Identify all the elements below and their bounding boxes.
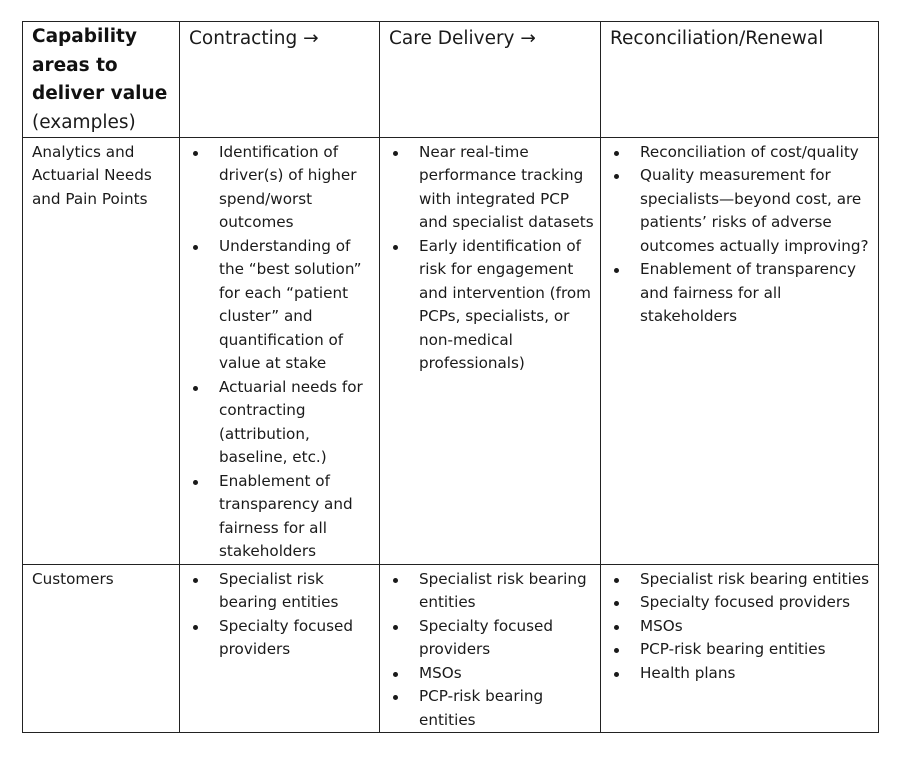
column-header-label: Contracting → [189, 28, 319, 49]
cell-care-delivery [380, 137, 601, 564]
list-item: Specialty focused providers [188, 615, 373, 662]
cell-reconciliation [601, 564, 879, 733]
list-item: Health plans [609, 662, 872, 686]
list-item: Early identification of risk for engagement and intervention (from PCPs, specialists, or non-medical professionals) [388, 235, 594, 376]
list-item: MSOs [388, 662, 594, 686]
list-item: Identification of driver(s) of higher spend/worst outcomes [188, 141, 373, 235]
list-item: Near real-time performance tracking with integrated PCP and specialist datasets [388, 141, 594, 235]
list-item: Enablement of transparency and fairness for all stakeholders [188, 470, 373, 564]
cell-care-delivery [380, 564, 601, 733]
table-header-row [23, 22, 879, 138]
table-row [23, 564, 879, 733]
list-item: PCP-risk bearing entities [609, 638, 872, 662]
list-item: Quality measurement for specialists—beyond cost, are patients’ risks of adverse outcomes actually improving? [609, 164, 872, 258]
list-item: PCP-risk bearing entities [388, 685, 594, 732]
column-header-label: Reconciliation/Renewal [610, 28, 824, 49]
bullet-list [609, 568, 872, 686]
list-item: Specialist risk bearing entities [609, 568, 872, 592]
column-header-reconciliation [601, 22, 879, 138]
capability-table [22, 21, 879, 733]
list-item: Reconciliation of cost/quality [609, 141, 872, 165]
bullet-list [388, 568, 594, 733]
list-item: Specialty focused providers [388, 615, 594, 662]
bullet-list [188, 141, 373, 564]
list-item: Enablement of transparency and fairness for all stakeholders [609, 258, 872, 329]
bullet-list [609, 141, 872, 329]
table-subtitle: (examples) [32, 111, 136, 133]
row-label-cell [23, 564, 180, 733]
header-corner-cell [23, 22, 180, 138]
list-item: Understanding of the “best solution” for each “patient cluster” and quantification of value at stake [188, 235, 373, 376]
list-item: Actuarial needs for contracting (attribution, baseline, etc.) [188, 376, 373, 470]
row-label: Customers [32, 569, 114, 588]
cell-contracting [180, 564, 380, 733]
column-header-contracting [180, 22, 380, 138]
row-label: Analytics and Actuarial Needs and Pain Points [32, 142, 152, 208]
cell-contracting [180, 137, 380, 564]
list-item: Specialty focused providers [609, 591, 872, 615]
table-row [23, 137, 879, 564]
bullet-list [188, 568, 373, 662]
row-label-cell [23, 137, 180, 564]
column-header-care-delivery [380, 22, 601, 138]
table-title: Capability areas to deliver value [32, 26, 168, 104]
column-header-label: Care Delivery → [389, 28, 536, 49]
list-item: Specialist risk bearing entities [388, 568, 594, 615]
bullet-list [388, 141, 594, 376]
list-item: Specialist risk bearing entities [188, 568, 373, 615]
list-item: MSOs [609, 615, 872, 639]
cell-reconciliation [601, 137, 879, 564]
